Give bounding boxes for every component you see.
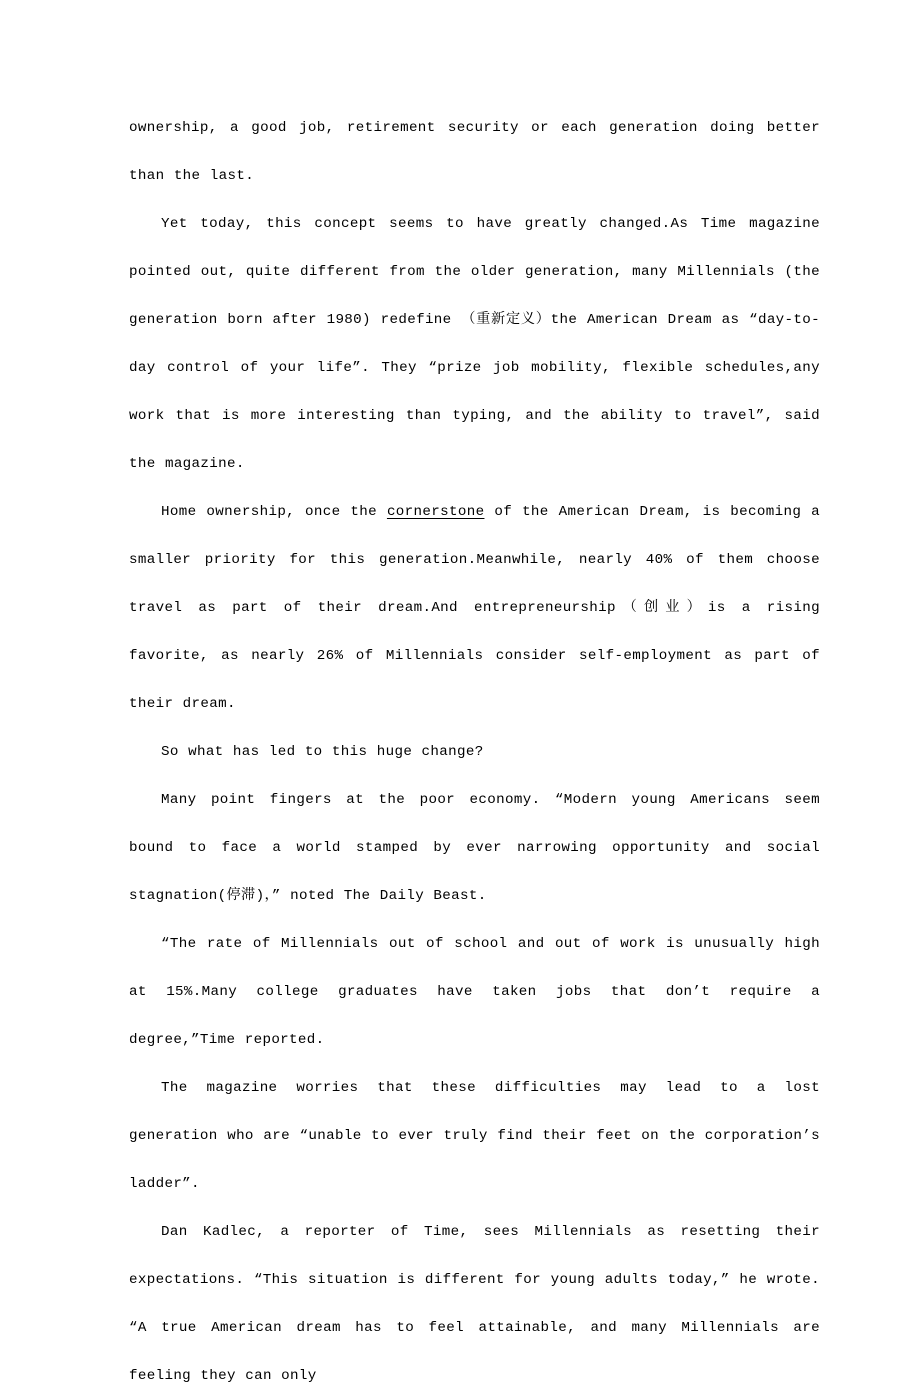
- paragraph-home-ownership-text-after: of the American Dream, is becoming a smaller priority for this generation.Meanwhile, nearly 40% of them choose travel as part of their dream.And entrepreneurship（创业）is a rising favorite, as nearly 26% of Millennials consider self-employment as part of their dream.: [129, 504, 830, 712]
- paragraph-yet-today: Yet today, this concept seems to have greatly changed.As Time magazine pointed out, quite different from the older generation, many Millennials (the generation born after 1980) redefine （重新定义）the American Dream as “day-to-day control of your life”. They “prize job mobility, flexible schedules,any work that is more interesting than typing, and the ability to travel”, said the magazine.: [129, 216, 830, 472]
- paragraph-home-ownership: [129, 488, 830, 728]
- document-body: [129, 104, 830, 1400]
- paragraph-many-point: Many point fingers at the poor economy. “Modern young Americans seem bound to face a world stamped by ever narrowing opportunity and social stagnation(停滞)，” noted The Daily Beast.: [129, 792, 830, 904]
- paragraph-so-what: So what has led to this huge change?: [161, 744, 484, 760]
- paragraph-continued: ownership, a good job, retirement security or each generation doing better than the last.: [129, 120, 830, 184]
- paragraph-dan-kadlec: Dan Kadlec, a reporter of Time, sees Millennials as resetting their expectations. “This situation is different for young adults today,” he wrote. “A true American dream has to feel attainable, and many Millennials are feeling they can only: [129, 1224, 830, 1384]
- cornerstone-underlined-word: cornerstone: [386, 504, 485, 520]
- paragraph-the-magazine: The magazine worries that these difficulties may lead to a lost generation who are “unable to ever truly find their feet on the corporation’s ladder”.: [129, 1080, 830, 1192]
- paragraph-home-ownership-text-before: Home ownership, once the: [161, 504, 387, 520]
- paragraph-the-rate: “The rate of Millennials out of school and out of work is unusually high at 15%.Many college graduates have taken jobs that don’t require a degree,”Time reported.: [129, 936, 830, 1048]
